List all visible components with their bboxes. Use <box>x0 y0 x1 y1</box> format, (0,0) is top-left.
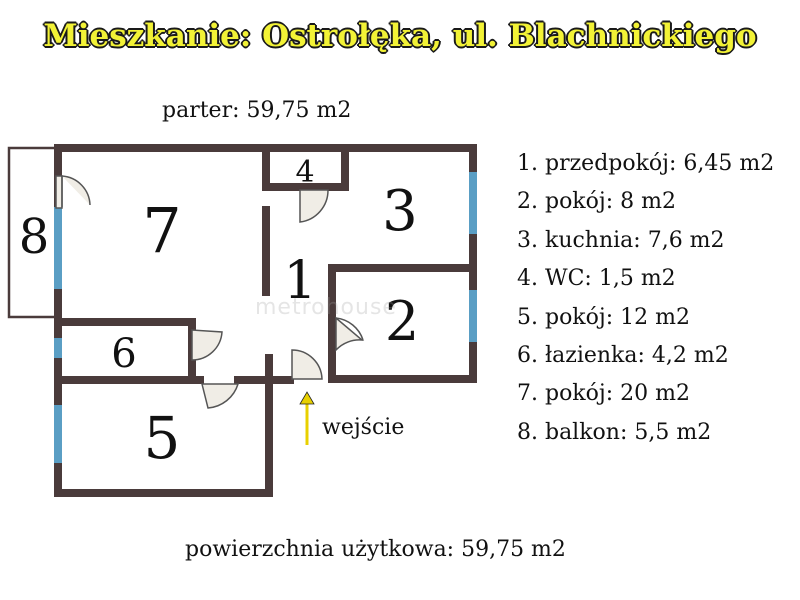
legend-item: 6. łazienka: 4,2 m2 <box>517 342 729 368</box>
window-room-3 <box>469 172 477 234</box>
room-number-7: 7 <box>142 194 182 267</box>
window-room-7 <box>54 207 62 289</box>
door-room-2 <box>336 318 363 350</box>
floor-label: parter: 59,75 m2 <box>162 98 352 123</box>
room-number-8: 8 <box>18 209 50 265</box>
window-room-6 <box>54 338 62 358</box>
legend-item: 4. WC: 1,5 m2 <box>517 266 676 292</box>
legend-item: 2. pokój: 8 m2 <box>517 189 676 215</box>
door-balcony <box>56 176 90 208</box>
door-entrance <box>292 350 322 379</box>
legend-item: 1. przedpokój: 6,45 m2 <box>517 151 775 176</box>
door-bathroom <box>192 330 222 360</box>
legend-item: 8. balkon: 5,5 m2 <box>517 419 712 445</box>
window-room-5 <box>54 405 62 463</box>
room-number-1: 1 <box>283 251 317 311</box>
room-number-5: 5 <box>143 404 181 472</box>
entrance-label: wejście <box>322 415 405 440</box>
room-legend <box>517 145 774 452</box>
page-title: Mieszkanie: Ostrołęka, ul. Blachnickiego <box>43 18 757 54</box>
room-number-2: 2 <box>384 290 420 353</box>
legend-item: 7. pokój: 20 m2 <box>517 381 690 407</box>
door-room-5 <box>202 384 238 408</box>
total-area: powierzchnia użytkowa: 59,75 m2 <box>185 537 566 562</box>
room-number-4: 4 <box>295 155 315 190</box>
room-number-6: 6 <box>111 331 137 377</box>
doors <box>56 176 363 408</box>
watermark-logo: metrohouse <box>255 295 397 320</box>
legend-item: 3. kuchnia: 7,6 m2 <box>517 227 725 253</box>
window-room-2 <box>469 290 477 342</box>
room-number-3: 3 <box>382 179 418 244</box>
legend-item: 5. pokój: 12 m2 <box>517 304 690 330</box>
door-wc <box>300 190 328 222</box>
entrance-arrow <box>300 392 314 445</box>
